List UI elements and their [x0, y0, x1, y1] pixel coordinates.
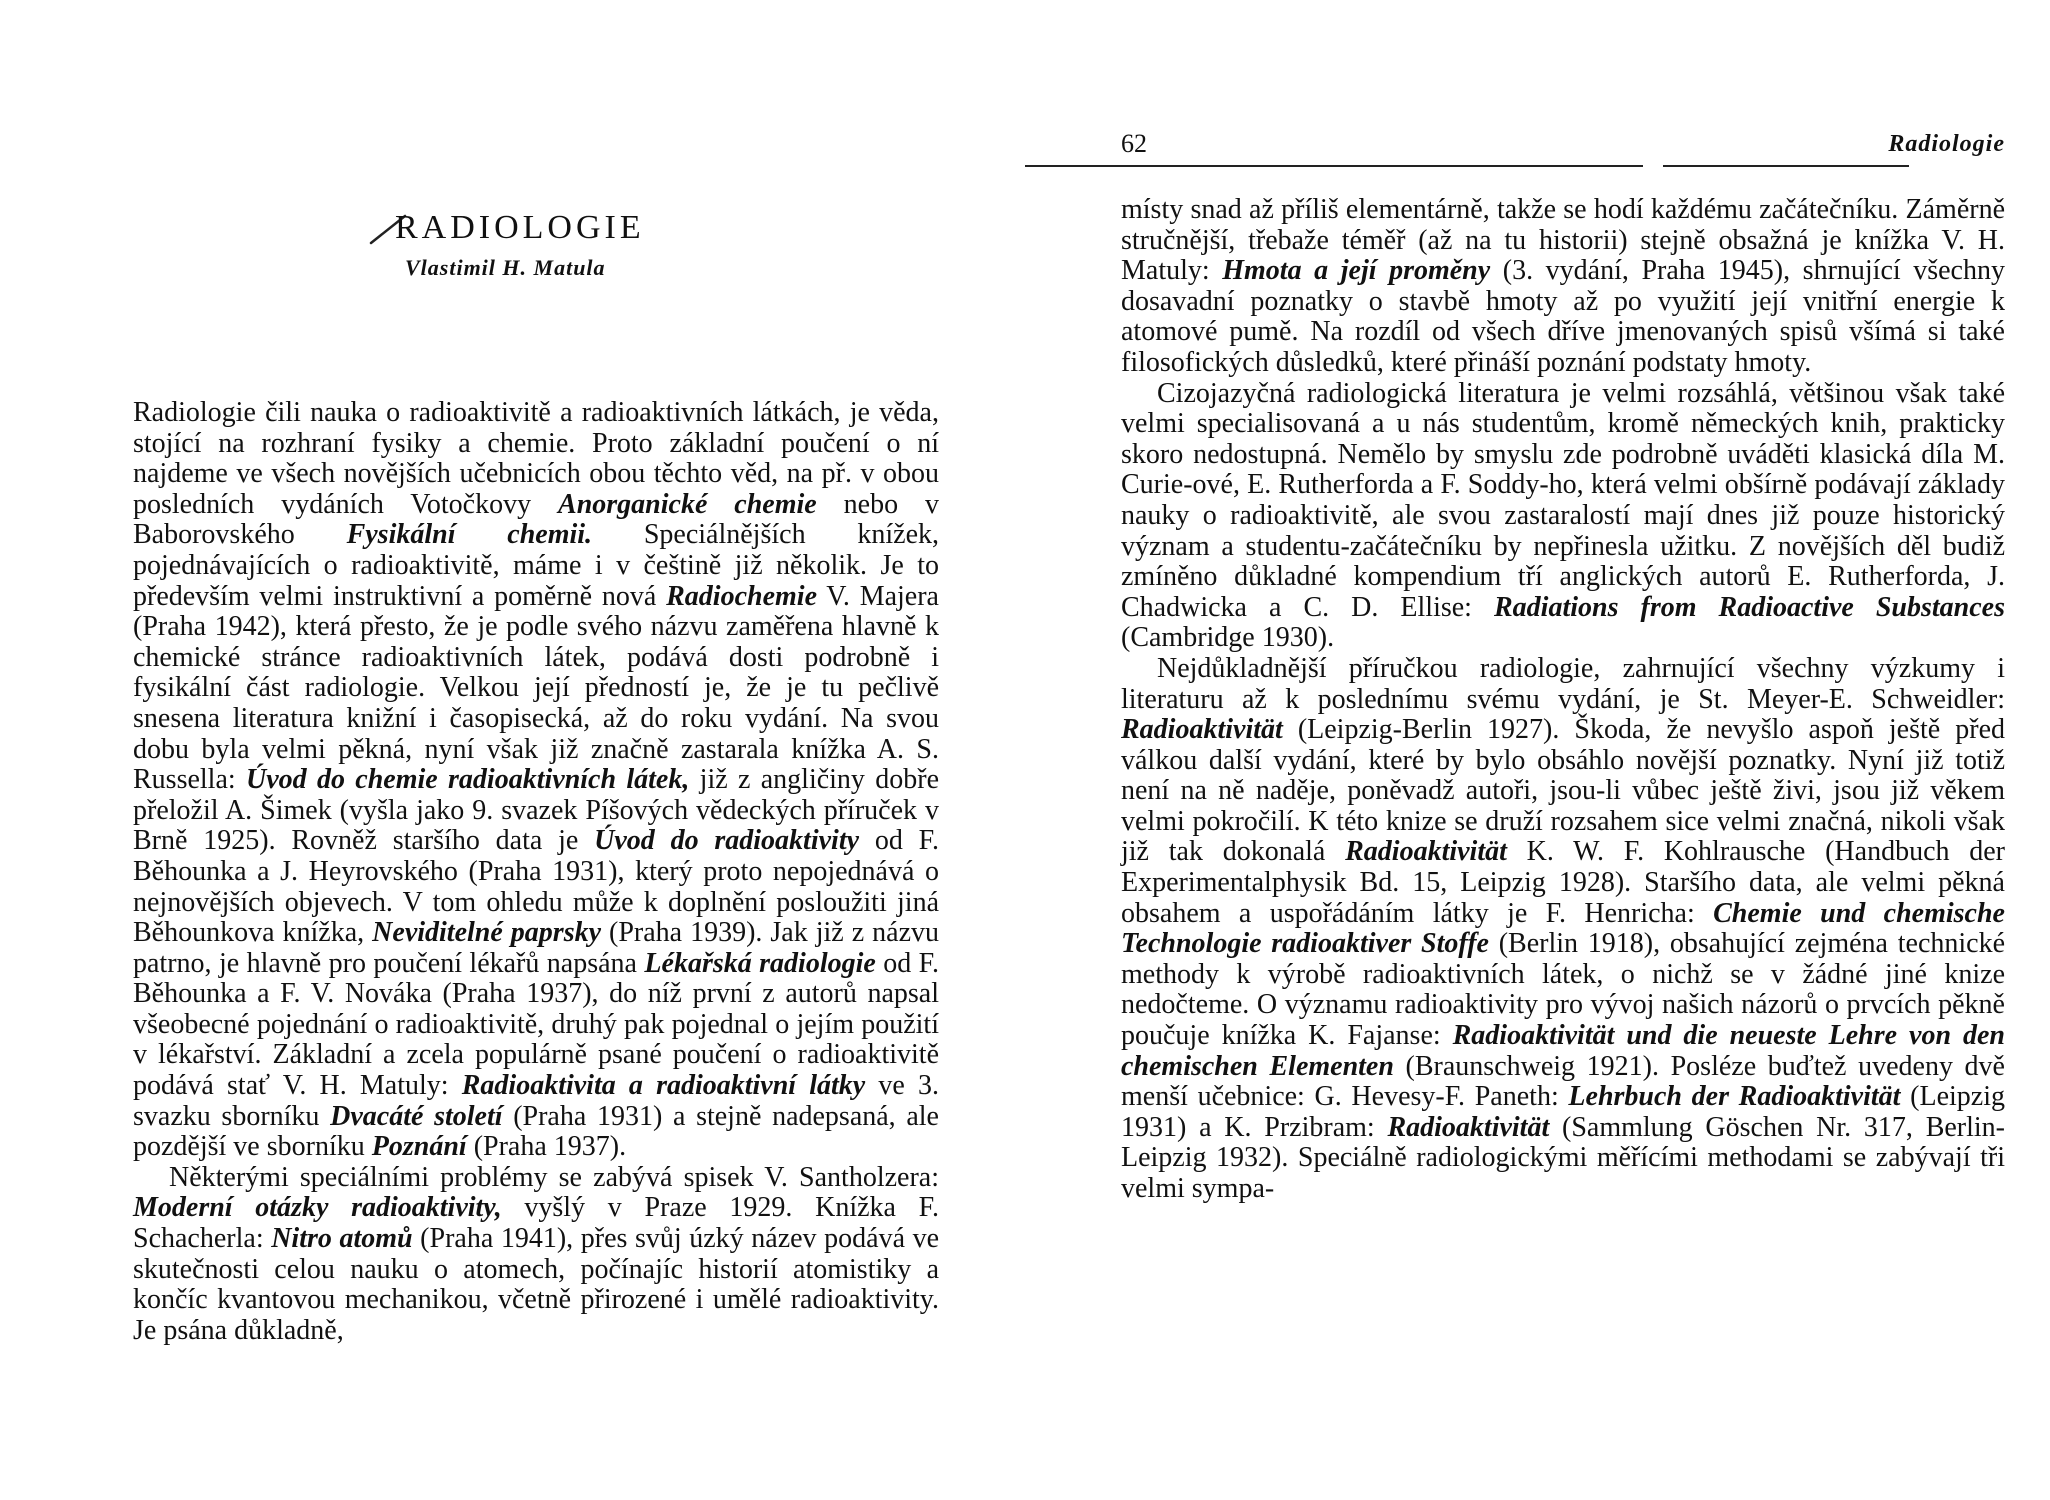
italic-title-text: Hmota a její proměny — [1222, 255, 1491, 287]
italic-title-text: Radiochemie — [666, 580, 817, 612]
body-paragraph — [133, 1163, 939, 1347]
paragraph-text: Speciálnějších knížek, pojednávajících o radioaktivitě, máme i v češtině již několik. Je to především velmi instruktivní a poměrně nová — [133, 519, 939, 612]
paragraph-text: (Braunschweig 1921). Posléze buďtež uvedeny dvě menší učebnice: G. Hevesy-F. Paneth: — [1121, 1050, 2005, 1113]
paragraph-text: od F. Běhounka a F. V. Nováka (Praha 1937), do níž první z autorů napsal všeobecné pojednání o radioaktivitě, druhý pak pojednal o jejím použití v lékařství. Základní a zcela populárně psané poučení o radioaktivitě podává stať V. H. Matuly: — [133, 947, 939, 1102]
italic-title-text: Radioaktivität — [1345, 836, 1507, 868]
paragraph-text: (Cambridge 1930). — [1121, 622, 1335, 654]
article-author: Vlastimil H. Matula — [405, 255, 606, 280]
italic-title-text: Neviditelné paprsky — [372, 917, 602, 949]
body-paragraph — [1121, 379, 2005, 654]
paragraph-text: (Sammlung Göschen Nr. 317, Berlin-Leipzig 1932). Speciálně radiologickými měřícími methodami se zabývají tři velmi sympa- — [1121, 1111, 2005, 1204]
paragraph-text: (Praha 1937). — [466, 1131, 627, 1163]
paragraph-text: Některými speciálními problémy se zabývá spisek V. Santholzera: — [169, 1161, 939, 1193]
italic-title-text: Poznání — [371, 1131, 467, 1163]
paragraph-text: od F. Běhounka a J. Heyrovského (Praha 1931), který proto nepojednává o nejnovějších objevech. V tom ohledu může k doplnění posloužiti jiná Běhounkova knížka, — [133, 825, 939, 949]
paragraph-text: (Praha 1939). Jak již z názvu patrno, je hlavně pro poučení lékařů napsána — [133, 917, 939, 979]
paragraph-text: (Leipzig 1931) a K. Przibram: — [1121, 1081, 2005, 1143]
italic-title-text: Nitro atomů — [271, 1223, 413, 1255]
paragraph-text: (3. vydání, Praha 1945), shrnující všechny dosavadní poznatky o stavbě hmoty až po využití její vnitřní energie k atomové pumě. Na rozdíl od všech dříve jmenovaných spisů všímá si také filosofických důsledků, které přináší poznání podstaty hmoty. — [1121, 255, 2005, 378]
paragraph-text: vyšlý v Praze 1929. Knížka F. Schacherla: — [133, 1192, 939, 1255]
italic-title-text: Chemie und chemische Technologie radioaktiver Stoffe — [1121, 897, 2005, 960]
italic-title-text: Radioaktivita a radioaktivní látky — [461, 1070, 866, 1102]
page-number: 62 — [1121, 129, 1147, 158]
italic-title-text: Moderní otázky radioaktivity, — [133, 1192, 502, 1224]
italic-title-text: Radioaktivität — [1387, 1111, 1550, 1143]
paragraph-text: (Berlin 1918), obsahující zejména technické methody k výrobě radioaktivních látek, o nichž se v žádné jiné knize nedočteme. O významu radioaktivity pro vývoj našich názorů o prvcích pěkně poučuje knížka K. Fajanse: — [1121, 928, 2006, 1052]
italic-title-text: Lehrbuch der Radioaktivität — [1568, 1081, 1901, 1113]
left-text-column — [133, 398, 939, 1346]
paragraph-text: Cizojazyčná radiologická literatura je velmi rozsáhlá, většinou však také velmi specialisovaná a u nás studentům, kromě německých knih, prakticky skoro nedostupná. Nemělo by smyslu zde podrobně uváděti klasická díla M. Curie-ové, E. Rutherforda a F. Soddy-ho, která velmi obšírně podávají základy nauky o radioaktivitě, ale svou zastaralostí mají dnes již pouze historický význam a studentu-začátečníku by nepřinesla užitku. Z novějších děl budiž zmíněno důkladné kompendium tří anglických autorů E. Rutherforda, J. Chadwicka a C. D. Ellise: — [1121, 377, 2005, 623]
paragraph-text: Nejdůkladnější příručkou radiologie, zahrnující všechny výzkumy i literaturu až k poslednímu svému vydání, je St. Meyer-E. Schweidler: — [1121, 652, 2005, 715]
italic-title-text: Úvod do radioaktivity — [594, 825, 860, 857]
italic-title-text: Anorganické chemie — [558, 488, 817, 520]
paragraph-text: K. W. F. Kohlrausche (Handbuch der Experimentalphysik Bd. 15, Leipzig 1928). Staršího data, ale velmi pěkná obsahem a uspořádáním látky je F. Henricha: — [1121, 836, 2006, 929]
paragraph-text: ve 3. svazku sborníku — [133, 1070, 939, 1132]
italic-title-text: Radiations from Radioactive Substances — [1493, 591, 2005, 623]
paragraph-text: nebo v Baborovského — [133, 488, 939, 551]
body-paragraph — [1121, 654, 2005, 1205]
paragraph-text: (Praha 1941), přes svůj úzký název podává ve skutečnosti celou nauku o atomech, počínajíc historií atomistiky a končíc kvantovou mechanikou, včetně přirozené i umělé radioaktivity. Je psána důkladně, — [133, 1223, 940, 1346]
italic-title-text: Lékařská radiologie — [644, 947, 876, 979]
running-head — [1121, 128, 2005, 164]
paragraph-text: (Praha 1931) a stejně nadepsaná, ale pozdější ve sborníku — [133, 1100, 939, 1163]
header-rule — [1025, 165, 1909, 167]
right-text-column — [1121, 195, 2005, 1205]
body-paragraph — [1121, 195, 2005, 379]
header-rule-gap — [1643, 164, 1663, 168]
italic-title-text: Radioaktivität und die neueste Lehre von den chemischen Elementen — [1121, 1020, 2005, 1082]
italic-title-text: Úvod do chemie radioaktivních látek, — [246, 764, 690, 796]
paragraph-text: V. Majera (Praha 1942), která přesto, že je podle svého názvu zaměřena hlavně k chemické stránce radioaktivních látek, podává dosti podrobně i fysikální část radiologie. Velkou její předností je, že je tu pečlivě snesena literatura knižní i časopisecká, až do roku vydání. Na svou dobu byla velmi pěkná, nyní však již značně zastarala knížka A. S. Russella: — [133, 580, 939, 796]
running-head-title: Radiologie — [1888, 131, 2005, 157]
paragraph-text: Radiologie čili nauka o radioaktivitě a radioaktivních látkách, je věda, stojící na rozhraní fysiky a chemie. Proto základní poučení o ní najdeme ve všech novějších učebnicích obou těchto věd, na př. v obou posledních vydáních Votočkovy — [133, 397, 939, 520]
italic-title-text: Dvacáté století — [330, 1100, 503, 1132]
italic-title-text: Fysikální chemii. — [346, 519, 593, 551]
right-page — [1025, 0, 2050, 1500]
paragraph-text: místy snad až příliš elementárně, takže se hodí každému začátečníku. Záměrně stručnější, třebaže téměř (až na tu historii) stejně obsažná je knížka V. H. Matuly: — [1121, 194, 2005, 287]
body-paragraph — [133, 398, 939, 1163]
paragraph-text: (Leipzig-Berlin 1927). Škoda, že nevyšlo aspoň ještě před válkou další vydání, které by bylo obsáhlo novější poznatky. Nyní již totiž není na ně naděje, poněvadž autoři, jsou-li vůbec ještě živi, jsou již věkem velmi pokročilí. K této knize se druží rozsahem sice velmi značná, nikoli však již tak dokonalá — [1121, 714, 2005, 868]
article-title: RADIOLOGIE — [395, 209, 645, 246]
italic-title-text: Radioaktivität — [1121, 714, 1283, 746]
paragraph-text: již z angličiny dobře přeložil A. Šimek (vyšla jako 9. svazek Píšových vědeckých příruček v Brně 1925). Rovněž staršího data je — [133, 764, 940, 857]
